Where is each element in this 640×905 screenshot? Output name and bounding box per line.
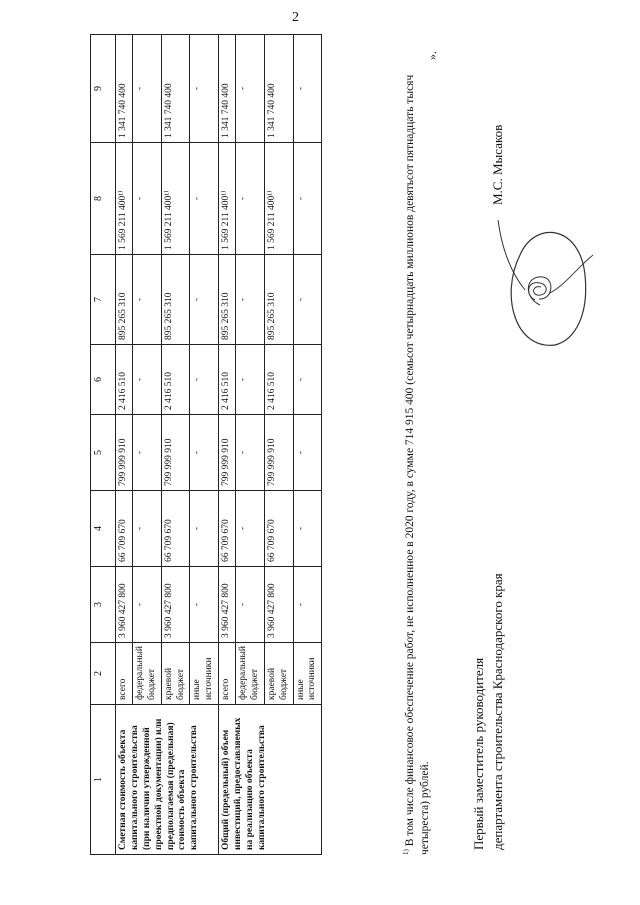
value-cell: 895 265 310 [116,255,133,345]
value-cell: - [132,415,161,491]
funding-source-cell: всего [219,643,236,705]
funding-source-cell: иные источники [190,643,219,705]
section-label: Сметная стоимость объекта капитального строительства (при наличии утвержденной проектной документации) или предполагаемая (предельная) стоимость объекта капитального строительства [116,705,219,855]
value-cell: - [236,143,265,255]
investment-table [90,34,322,855]
value-cell: 895 265 310 [161,255,190,345]
table-row [116,35,133,855]
footnote-mark: 1) [402,849,410,855]
value-cell: 3 960 427 800 [116,567,133,643]
value-cell: - [293,415,322,491]
value-cell: - [236,345,265,415]
value-cell: - [293,35,322,143]
signatory-position-line1: Первый заместитель руководителя [471,657,486,850]
value-cell: 66 709 670 [116,491,133,567]
header-cell: 3 [91,567,116,643]
value-cell: 3 960 427 800 [219,567,236,643]
value-cell: 895 265 310 [219,255,236,345]
value-cell: 66 709 670 [161,491,190,567]
page-number: 2 [292,10,299,25]
header-cell: 5 [91,415,116,491]
value-cell: 799 999 910 [264,415,293,491]
value-cell: - [190,491,219,567]
value-cell: - [190,415,219,491]
value-cell: - [132,491,161,567]
funding-source-cell: краевой бюджет [161,643,190,705]
funding-source-cell: федеральный бюджет [236,643,265,705]
value-cell: 1 341 740 400 [264,35,293,143]
rotated-page-content [30,0,590,855]
value-cell: - [190,567,219,643]
value-cell: - [293,143,322,255]
value-cell: - [190,345,219,415]
value-cell: 1 341 740 400 [116,35,133,143]
value-cell: 3 960 427 800 [161,567,190,643]
signatory-name: М.С. Мысаков [490,124,505,205]
value-cell: 1 569 211 400¹⁾ [116,143,133,255]
value-cell: - [190,143,219,255]
value-cell: - [132,35,161,143]
value-cell: - [236,35,265,143]
footnote-text: В том числе финансовое обеспечение работ, не исполненное в 2020 году, в сумме 714 915 400 (семьсот четырнадцать миллионов девятьсот пятнадцать тысяч четыреста) рублей. [403,74,432,855]
footnote [402,55,434,855]
table-header-row [91,35,116,855]
value-cell: 2 416 510 [264,345,293,415]
value-cell: 799 999 910 [161,415,190,491]
value-cell: - [132,255,161,345]
value-cell: 1 341 740 400 [219,35,236,143]
value-cell: - [293,567,322,643]
value-cell: 799 999 910 [219,415,236,491]
value-cell: 895 265 310 [264,255,293,345]
header-cell: 4 [91,491,116,567]
value-cell: 1 569 211 400¹⁾ [219,143,236,255]
value-cell: 66 709 670 [264,491,293,567]
value-cell: - [293,345,322,415]
value-cell: 799 999 910 [116,415,133,491]
signatory-position-line2: департамента строительства Краснодарского края [489,573,505,850]
value-cell: 2 416 510 [219,345,236,415]
closing-quote: ». [425,51,439,60]
value-cell: 1 569 211 400¹⁾ [264,143,293,255]
value-cell: - [132,143,161,255]
value-cell: - [236,567,265,643]
value-cell: - [293,255,322,345]
handwritten-signature [495,215,600,355]
funding-source-cell: краевой бюджет [264,643,293,705]
value-cell: - [236,491,265,567]
funding-source-cell: иные источники [293,643,322,705]
value-cell: - [236,415,265,491]
table-row [219,35,236,855]
value-cell: - [190,255,219,345]
funding-source-cell: всего [116,643,133,705]
header-cell: 1 [91,705,116,855]
header-cell: 8 [91,143,116,255]
value-cell: - [132,567,161,643]
value-cell: 2 416 510 [161,345,190,415]
value-cell: - [236,255,265,345]
header-cell: 9 [91,35,116,143]
value-cell: 1 341 740 400 [161,35,190,143]
value-cell: 3 960 427 800 [264,567,293,643]
value-cell: 1 569 211 400¹⁾ [161,143,190,255]
header-cell: 7 [91,255,116,345]
value-cell: - [132,345,161,415]
header-cell: 2 [91,643,116,705]
value-cell: 66 709 670 [219,491,236,567]
value-cell: - [293,491,322,567]
funding-source-cell: федеральный бюджет [132,643,161,705]
value-cell: - [190,35,219,143]
section-label: Общий (предельный) объем инвестиций, предоставляемых на реализацию объекта капитального строительства [219,705,322,855]
header-cell: 6 [91,345,116,415]
value-cell: 2 416 510 [116,345,133,415]
signatory-position [470,573,508,850]
